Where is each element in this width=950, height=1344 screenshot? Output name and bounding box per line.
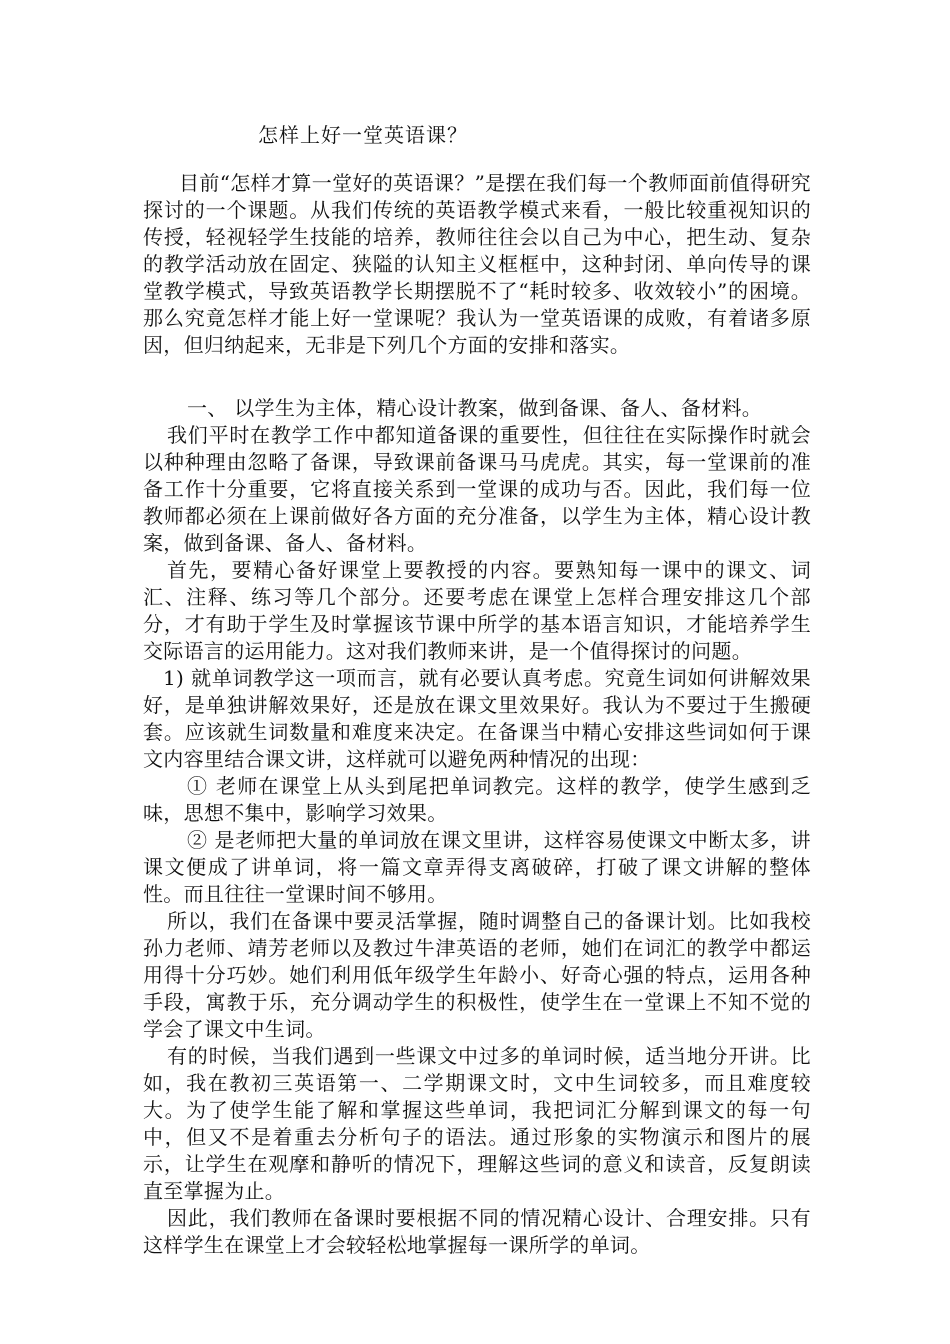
section-one-heading: 一、 以学生为主体，精心设计教案，做到备课、备人、备材料。	[187, 396, 763, 420]
paragraph-sometimes: 有的时候，当我们遇到一些课文中过多的单词时候，适当地分开讲。比如，我在教初三英语第一、二学期课文时，文中生词较多，而且难度较大。为了使学生能了解和掌握这些单词，我把词汇分解到课文的每一句中，但又不是着重去分析句子的语法。通过形象的实物演示和图片的展示，让学生在观摩和静听的情况下，理解这些词的意义和读音，反复朗读直至掌握为止。	[143, 1044, 811, 1203]
document-title: 怎样上好一堂英语课？	[258, 123, 468, 147]
paragraph-preparation: 我们平时在教学工作中都知道备课的重要性，但往往在实际操作时就会以种种理由忽略了备课，导致课前备课马马虎虎。其实，每一堂课前的准备工作十分重要，它将直接关系到一堂课的成功与否。因此，我们每一位教师都必须在上课前做好各方面的充分准备，以学生为主体，精心设计教案，做到备课、备人、备材料。	[143, 423, 811, 555]
paragraph-conclusion: 因此，我们教师在备课时要根据不同的情况精心设计、合理安排。只有这样学生在课堂上才会较轻松地掌握每一课所学的单词。	[143, 1206, 811, 1257]
intro-block	[143, 170, 811, 359]
paragraph-case-one: ① 老师在课堂上从头到尾把单词教完。这样的教学，使学生感到乏味，思想不集中，影响学习效果。	[143, 774, 811, 825]
paragraph-case-two: ② 是老师把大量的单词放在课文里讲，这样容易使课文中断太多，讲课文便成了讲单词，将一篇文章弄得支离破碎，打破了课文讲解的整体性。而且往往一堂课时间不够用。	[143, 828, 811, 906]
section-one-block	[143, 395, 811, 1259]
paragraph-therefore: 所以，我们在备课中要灵活掌握，随时调整自己的备课计划。比如我校孙力老师、靖芳老师以及教过牛津英语的老师，她们在词汇的教学中都运用得十分巧妙。她们利用低年级学生年龄小、好奇心强的特点，运用各种手段，寓教于乐，充分调动学生的积极性，使学生在一堂课上不知不觉的学会了课文中生词。	[143, 909, 811, 1041]
paragraph-vocabulary-point: 1) 就单词教学这一项而言，就有必要认真考虑。究竟生词如何讲解效果好，是单独讲解效果好，还是放在课文里效果好。我认为不要过于生搬硬套。应该就生词数量和难度来决定。在备课当中精心安排这些词如何于课文内容里结合课文讲，这样就可以避免两种情况的出现：	[143, 666, 811, 771]
paragraph-first: 首先，要精心备好课堂上要教授的内容。要熟知每一课中的课文、词汇、注释、练习等几个部分。还要考虑在课堂上怎样合理安排这几个部分，才有助于学生及时掌握该节课中所学的基本语言知识，才能培养学生交际语言的运用能力。这对我们教师来讲，是一个值得探讨的问题。	[143, 558, 811, 663]
intro-paragraph: 目前“怎样才算一堂好的英语课？”是摆在我们每一个教师面前值得研究探讨的一个课题。从我们传统的英语教学模式来看，一般比较重视知识的传授，轻视轻学生技能的培养，教师往往会以自己为中心，把生动、复杂的教学活动放在固定、狭隘的认知主义框框中，这种封闭、单向传导的课堂教学模式，导致英语教学长期摆脱不了“耗时较多、收效较小”的困境。那么究竟怎样才能上好一堂课呢？我认为一堂英语课的成败，有着诸多原因，但归纳起来，无非是下列几个方面的安排和落实。	[143, 171, 811, 357]
